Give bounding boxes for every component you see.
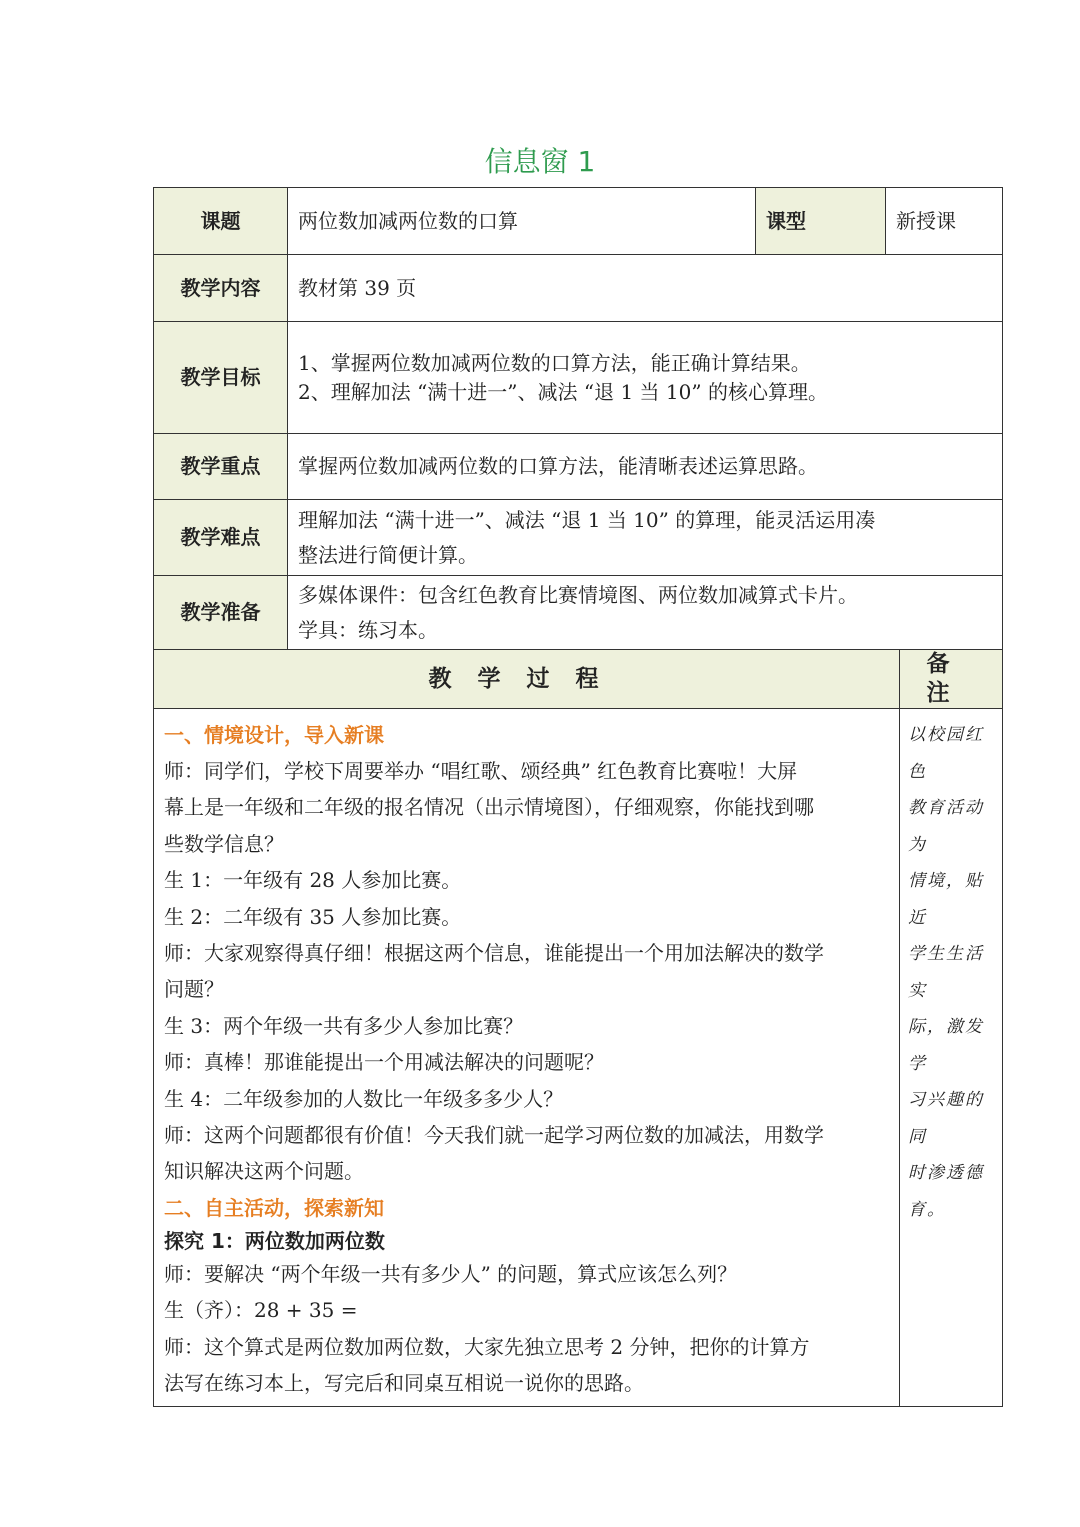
dialogue-line: 生 4：二年级参加的人数比一年级多多少人？ bbox=[164, 1086, 564, 1111]
row-content bbox=[154, 255, 1003, 322]
dialogue-line: 师：真棒！那谁能提出一个用减法解决的问题呢？ bbox=[164, 1050, 604, 1075]
dialogue-line: 师：要解决 “两个年级一共有多少人” 的问题，算式应该怎么列？ bbox=[164, 1261, 738, 1286]
prep-line: 多媒体课件：包含红色教育比赛情境图、两位数加减算式卡片。 bbox=[298, 582, 858, 607]
row-topic bbox=[154, 188, 1003, 255]
section-title: 一、情境设计，导入新课 bbox=[164, 723, 384, 747]
dialogue-line: 法写在练习本上，写完后和同桌互相说一说你的思路。 bbox=[164, 1371, 644, 1396]
section-title: 二、自主活动，探索新知 bbox=[164, 1195, 384, 1220]
key-value: 掌握两位数加减两位数的口算方法，能清晰表述运算思路。 bbox=[288, 434, 1003, 500]
note-line: 以校园红色 bbox=[908, 725, 984, 782]
content-value: 教材第 39 页 bbox=[288, 255, 1003, 322]
dialogue-line: 生 3：两个年级一共有多少人参加比赛？ bbox=[164, 1013, 524, 1038]
dialogue-line: 师：这两个问题都很有价值！今天我们就一起学习两位数的加减法，用数学 bbox=[164, 1123, 824, 1148]
page-title: 信息窗 1 bbox=[484, 145, 596, 178]
row-goals bbox=[154, 322, 1003, 434]
goal-value bbox=[288, 322, 1003, 434]
row-process-body bbox=[154, 709, 1003, 1407]
content-label: 教学内容 bbox=[154, 255, 288, 322]
dialogue-line: 生 1：一年级有 28 人参加比赛。 bbox=[164, 868, 462, 893]
prep-value bbox=[288, 576, 1003, 650]
note-line: 际，激发学 bbox=[908, 1017, 984, 1074]
dialogue-line: 师：这个算式是两位数加两位数，大家先独立思考 2 分钟，把你的计算方 bbox=[164, 1334, 810, 1359]
difficulty-label: 教学难点 bbox=[154, 500, 288, 576]
dialogue-line: 些数学信息？ bbox=[164, 831, 284, 856]
note-line: 情境，贴近 bbox=[908, 871, 984, 928]
row-process-heading bbox=[154, 650, 1003, 709]
prep-label: 教学准备 bbox=[154, 576, 288, 650]
difficulty-line: 整法进行简便计算。 bbox=[298, 542, 478, 567]
row-difficulty bbox=[154, 500, 1003, 576]
dialogue-line: 师：同学们，学校下周要举办 “唱红歌、颂经典” 红色教育比赛啦！大屏 bbox=[164, 759, 798, 783]
type-label: 课型 bbox=[756, 188, 886, 255]
dialogue-line: 师：大家观察得真仔细！根据这两个信息，谁能提出一个用加法解决的数学 bbox=[164, 941, 824, 966]
section2-lines bbox=[164, 1256, 889, 1402]
prep-line: 学具：练习本。 bbox=[298, 617, 438, 642]
note-line: 习兴趣的同 bbox=[908, 1090, 984, 1147]
notes-heading: 备注 bbox=[900, 650, 1003, 709]
note-line: 育。 bbox=[908, 1199, 946, 1220]
goal-label: 教学目标 bbox=[154, 322, 288, 434]
type-value: 新授课 bbox=[886, 188, 1003, 255]
dialogue-line: 生 2：二年级有 35 人参加比赛。 bbox=[164, 904, 462, 929]
difficulty-line: 理解加法 “满十进一”、减法 “退 1 当 10” 的算理，能灵活运用凑 bbox=[298, 507, 876, 532]
process-heading: 教学过程 bbox=[154, 650, 900, 709]
dialogue-line: 生（齐）：28 + 35 = bbox=[164, 1298, 358, 1323]
row-prep bbox=[154, 576, 1003, 650]
goal-line: 1、掌握两位数加减两位数的口算方法，能正确计算结果。 bbox=[298, 350, 811, 375]
difficulty-value bbox=[288, 500, 1003, 576]
lesson-plan-table bbox=[153, 187, 1003, 1407]
row-key bbox=[154, 434, 1003, 500]
note-line: 教育活动为 bbox=[908, 798, 984, 855]
note-line: 时渗透德 bbox=[908, 1163, 984, 1183]
process-body bbox=[154, 709, 900, 1407]
note-line: 学生生活实 bbox=[908, 944, 984, 1001]
key-label: 教学重点 bbox=[154, 434, 288, 500]
dialogue-line: 知识解决这两个问题。 bbox=[164, 1159, 364, 1184]
section1-lines bbox=[164, 753, 889, 1190]
dialogue-line: 幕上是一年级和二年级的报名情况（出示情境图），仔细观察，你能找到哪 bbox=[164, 795, 814, 820]
dialogue-line: 问题？ bbox=[164, 977, 224, 1002]
topic-label: 课题 bbox=[154, 188, 288, 255]
explore-title: 探究 1：两位数加两位数 bbox=[164, 1228, 385, 1253]
topic-value: 两位数加减两位数的口算 bbox=[288, 188, 756, 255]
goal-line: 2、理解加法 “满十进一”、减法 “退 1 当 10” 的核心算理。 bbox=[298, 379, 828, 404]
note-lines bbox=[908, 717, 994, 1228]
note-cell bbox=[900, 709, 1003, 1407]
